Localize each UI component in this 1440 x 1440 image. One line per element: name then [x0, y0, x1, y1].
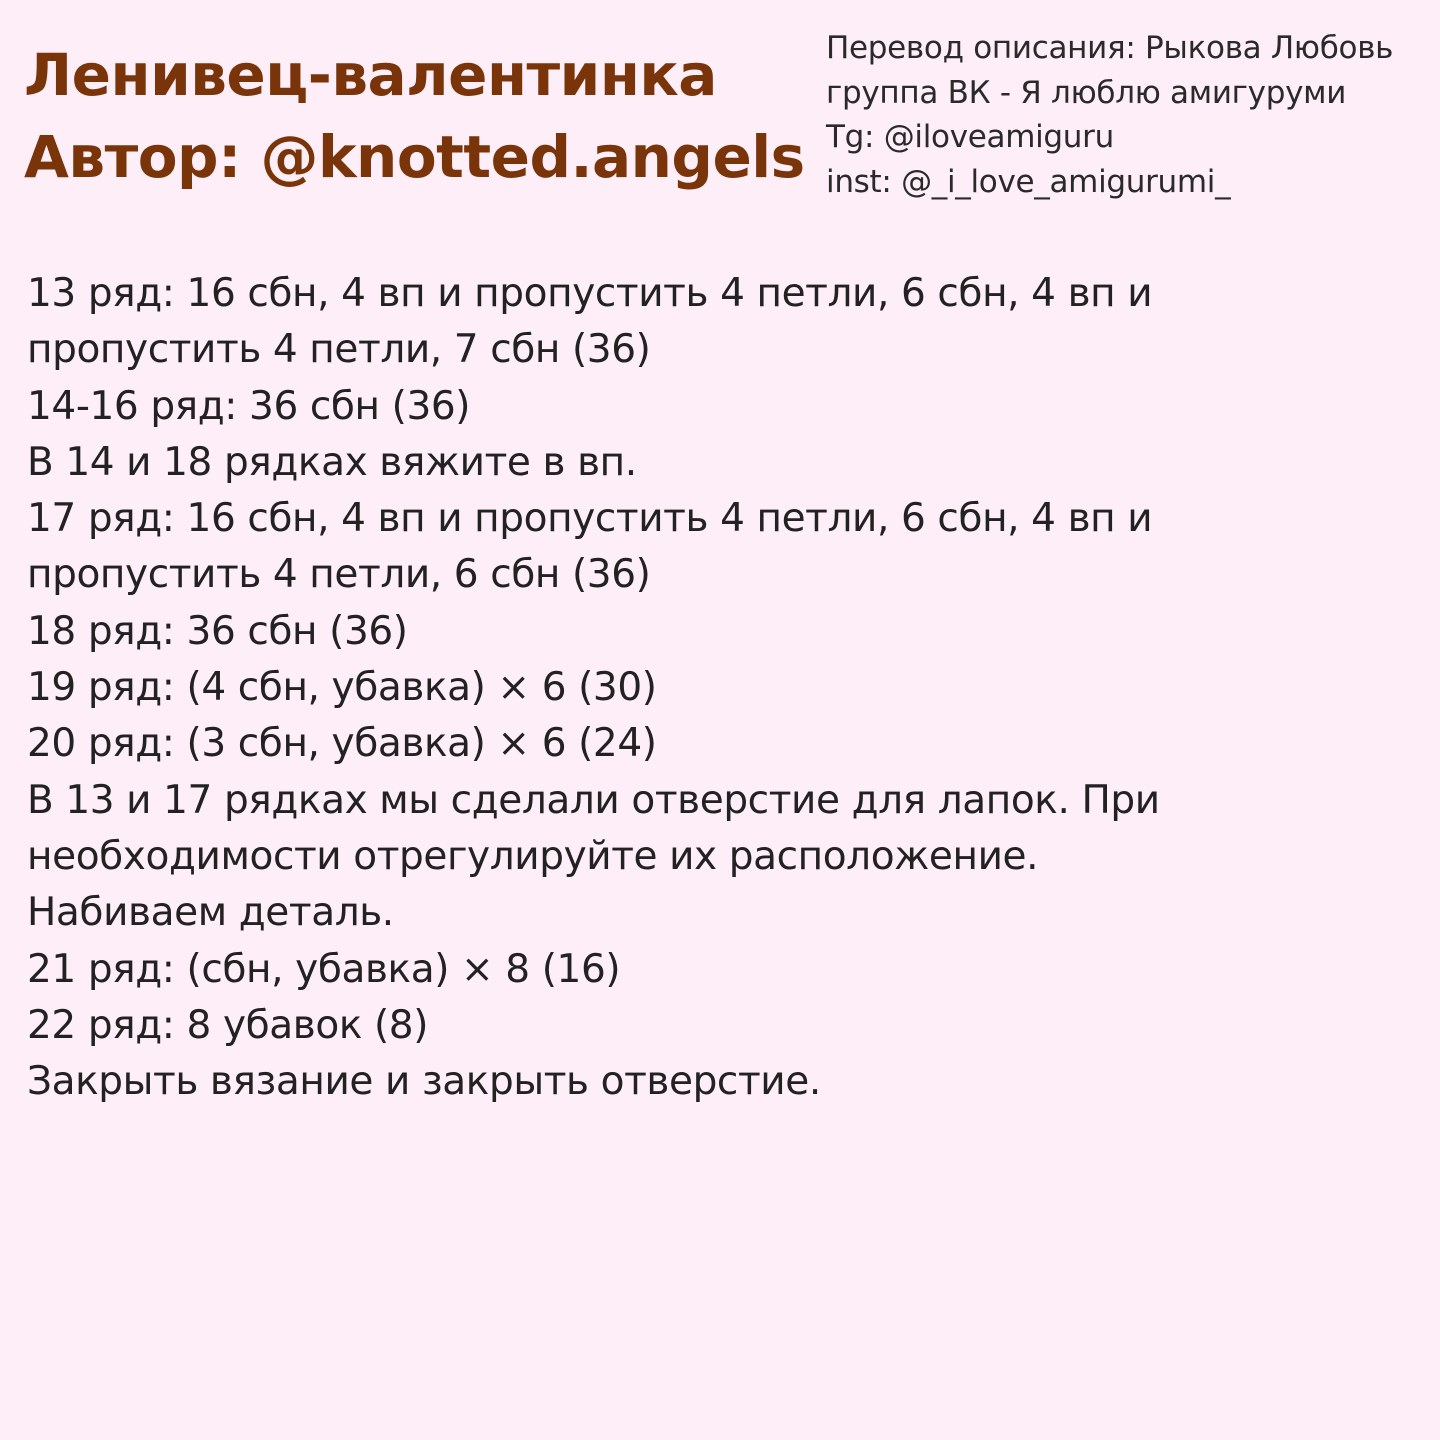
instruction-line: 20 ряд: (3 сбн, убавка) × 6 (24) — [27, 721, 657, 767]
instruction-line: В 13 и 17 рядках мы сделали отверстие для лапок. При — [27, 777, 1160, 823]
translation-credit: Перевод описания: Рыкова Любовь — [826, 30, 1394, 66]
instruction-line: Закрыть вязание и закрыть отверстие. — [27, 1059, 821, 1105]
telegram-credit: Tg: @iloveamiguru — [826, 119, 1114, 155]
instruction-line: 17 ряд: 16 сбн, 4 вп и пропустить 4 петли, 6 сбн, 4 вп и — [27, 496, 1153, 542]
instruction-line: 22 ряд: 8 убавок (8) — [27, 1002, 429, 1048]
title-block — [24, 34, 805, 198]
instruction-line: 18 ряд: 36 сбн (36) — [27, 608, 408, 654]
pattern-instructions — [27, 266, 1160, 1110]
instruction-line: пропустить 4 петли, 7 сбн (36) — [27, 327, 651, 373]
page-title: Ленивец-валентинка — [24, 41, 717, 109]
instruction-line: необходимости отрегулируйте их расположение. — [27, 833, 1039, 879]
instruction-line: В 14 и 18 рядках вяжите в вп. — [27, 439, 637, 485]
instruction-line: 19 ряд: (4 сбн, убавка) × 6 (30) — [27, 665, 657, 711]
instruction-line: 14-16 ряд: 36 сбн (36) — [27, 383, 471, 429]
instruction-line: Набиваем деталь. — [27, 890, 394, 936]
vk-group-credit: группа ВК - Я люблю амигуруми — [826, 74, 1347, 111]
instruction-line: 13 ряд: 16 сбн, 4 вп и пропустить 4 петли, 6 сбн, 4 вп и — [27, 271, 1153, 316]
instruction-line: 21 ряд: (сбн, убавка) × 8 (16) — [27, 946, 621, 992]
instruction-line: пропустить 4 петли, 6 сбн (36) — [27, 552, 651, 598]
instagram-credit: inst: @_i_love_amigurumi_ — [826, 163, 1231, 200]
author-line: Автор: @knotted.angels — [24, 123, 805, 191]
credits-block — [826, 26, 1393, 204]
